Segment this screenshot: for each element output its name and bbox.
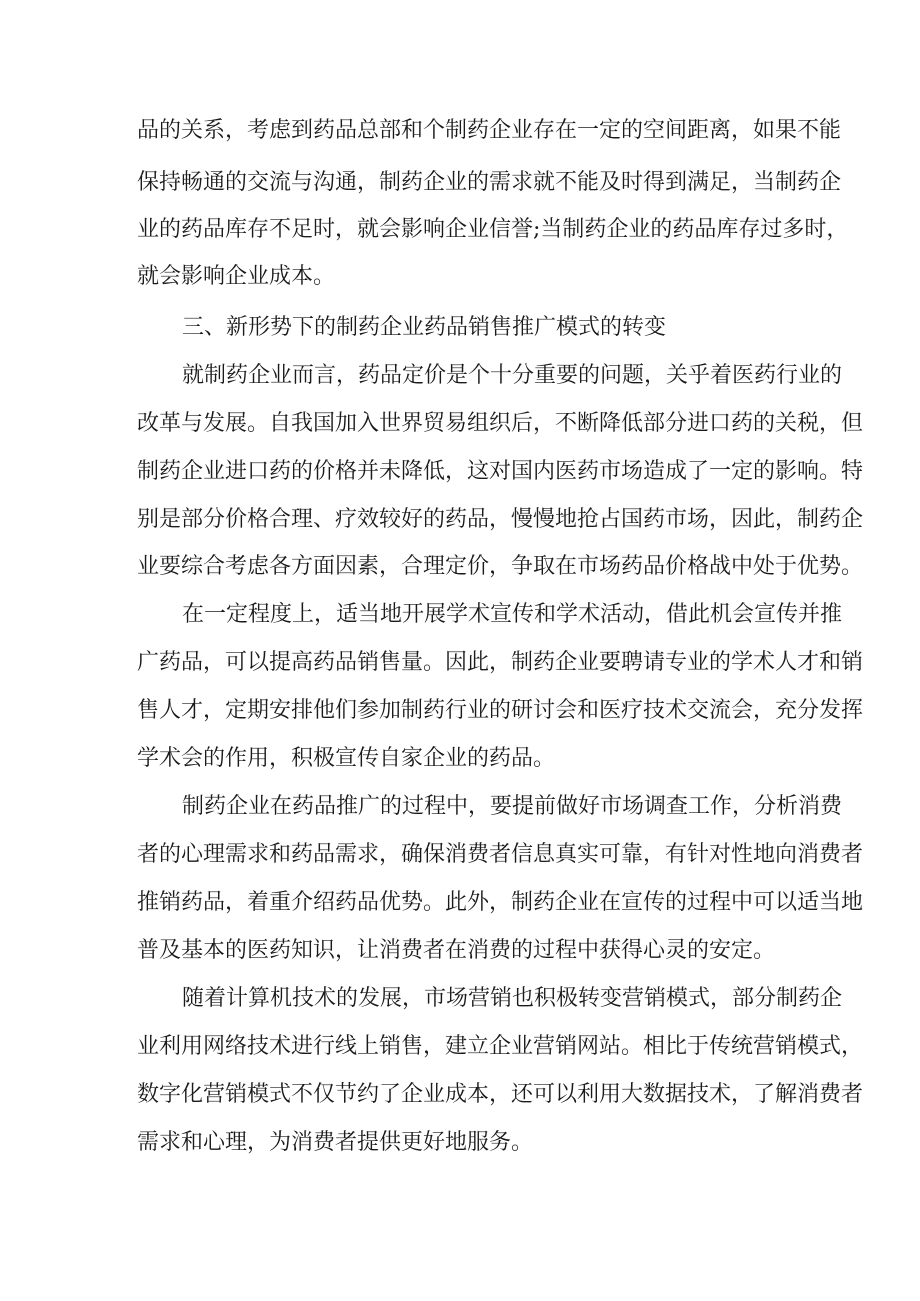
paragraph-line: 制药企业在药品推广的过程中，要提前做好市场调查工作，分析消费 <box>182 794 843 819</box>
paragraph-line: 品的关系，考虑到药品总部和个制药企业存在一定的空间距离，如果不能 <box>137 118 842 143</box>
paragraph-line: 就制药企业而言，药品定价是个十分重要的问题，关乎着医药行业的 <box>182 363 843 388</box>
section-heading: 三、新形势下的制药企业药品销售推广模式的转变 <box>182 315 667 340</box>
paragraph-line: 随着计算机技术的发展，市场营销也积极转变营销模式，部分制药企 <box>182 986 843 1011</box>
paragraph-line: 推销药品，着重介绍药品优势。此外，制药企业在宣传的过程中可以适当地 <box>137 890 864 915</box>
paragraph-line: 者的心理需求和药品需求，确保消费者信息真实可靠，有针对性地向消费者 <box>137 842 864 867</box>
paragraph-line: 在一定程度上，适当地开展学术宣传和学术活动，借此机会宣传并推 <box>182 602 843 627</box>
paragraph-line: 数字化营销模式不仅节约了企业成本，还可以利用大数据技术，了解消费者 <box>137 1082 864 1107</box>
paragraph-line: 就会影响企业成本。 <box>137 264 336 289</box>
paragraph-line: 业的药品库存不足时，就会影响企业信誉;当制药企业的药品库存过多时， <box>137 217 849 242</box>
paragraph-line: 业要综合考虑各方面因素，合理定价，争取在市场药品价格战中处于优势。 <box>137 554 864 579</box>
paragraph-line: 学术会的作用，积极宣传自家企业的药品。 <box>137 746 556 771</box>
paragraph-line: 别是部分价格合理、疗效较好的药品，慢慢地抢占国药市场，因此，制药企 <box>137 507 864 532</box>
paragraph-line: 广药品，可以提高药品销售量。因此，制药企业要聘请专业的学术人才和销 <box>137 650 864 675</box>
paragraph-line: 改革与发展。自我国加入世界贸易组织后，不断降低部分进口药的关税，但 <box>137 411 864 436</box>
paragraph-line: 需求和心理，为消费者提供更好地服务。 <box>137 1130 534 1155</box>
paragraph-line: 业利用网络技术进行线上销售，建立企业营销网站。相比于传统营销模式， <box>137 1034 864 1059</box>
paragraph-line: 制药企业进口药的价格并未降低，这对国内医药市场造成了一定的影响。特 <box>137 459 864 484</box>
paragraph-line: 售人才，定期安排他们参加制药行业的研讨会和医疗技术交流会，充分发挥 <box>137 698 864 723</box>
paragraph-line: 保持畅通的交流与沟通，制药企业的需求就不能及时得到满足，当制药企 <box>137 170 842 195</box>
paragraph-line: 普及基本的医药知识，让消费者在消费的过程中获得心灵的安定。 <box>137 938 776 963</box>
